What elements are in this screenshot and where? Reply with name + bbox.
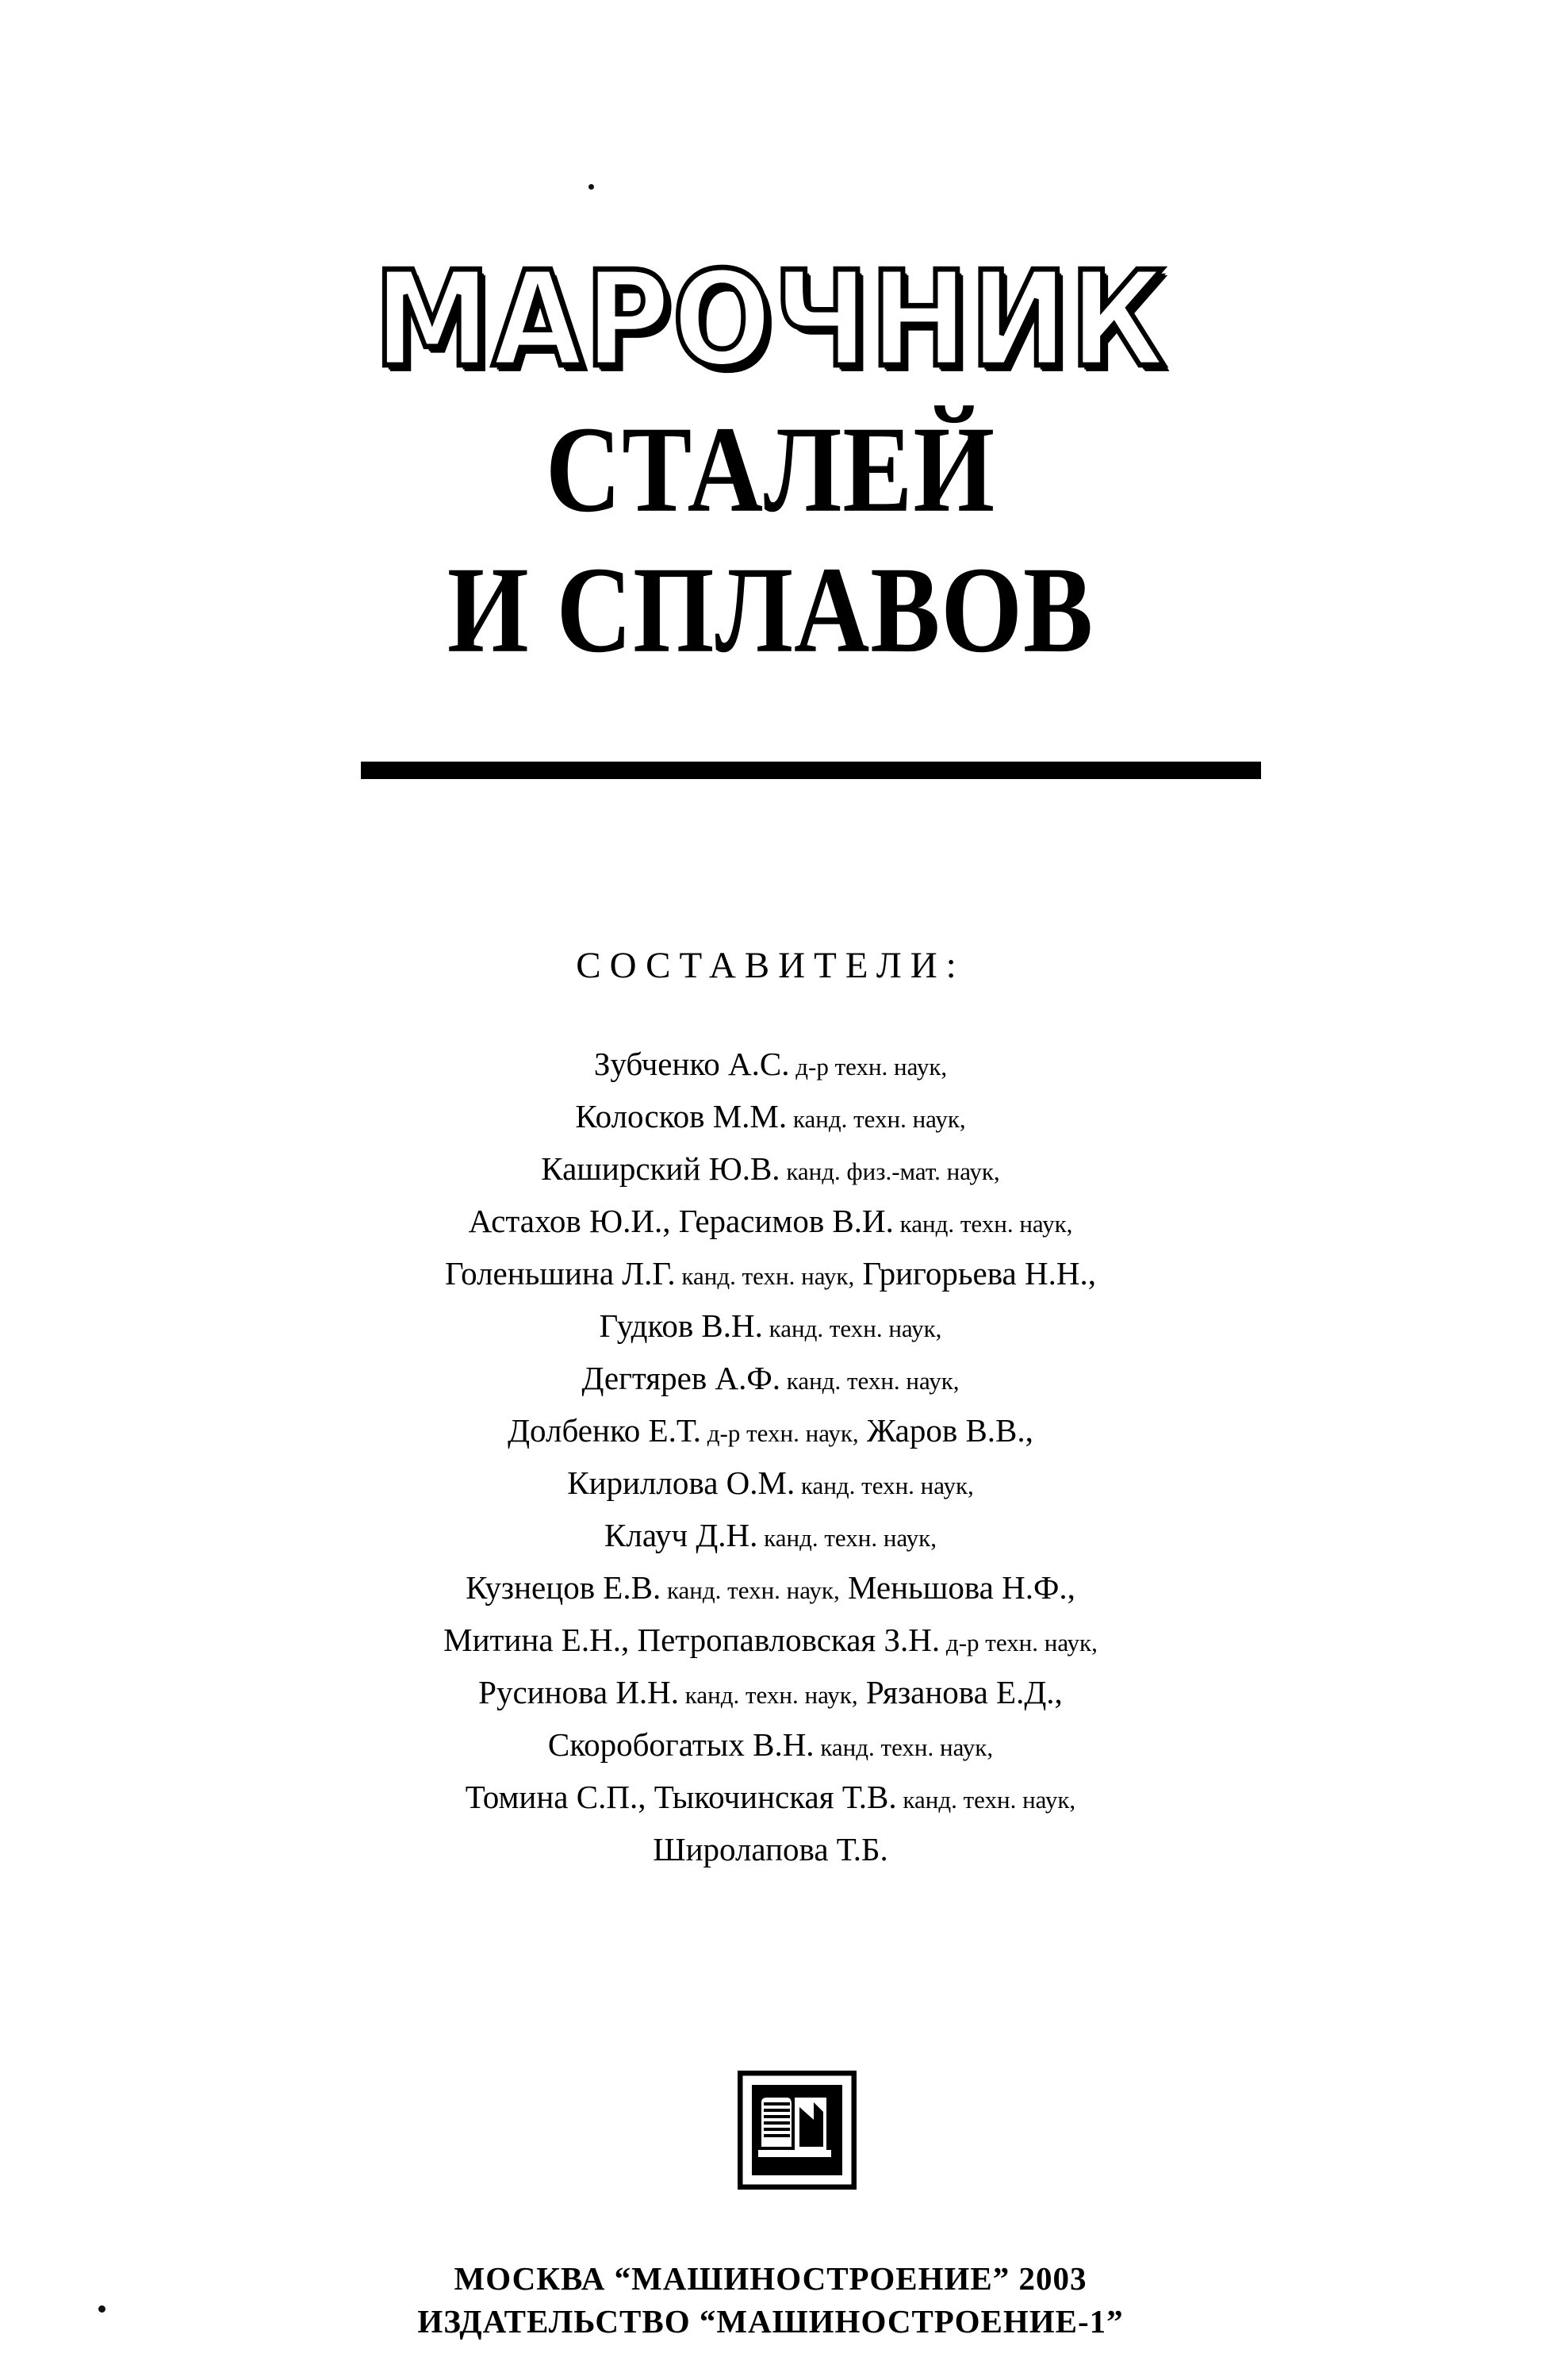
compiler-name-extra: Меньшова Н.Ф., — [839, 1569, 1075, 1606]
title-line-1: МАРОЧНИК — [374, 243, 1167, 397]
compiler-line — [0, 1406, 1541, 1458]
compiler-degree: д-р техн. наук, — [940, 1629, 1098, 1656]
compiler-name: Кузнецов Е.В. — [466, 1569, 661, 1606]
compiler-line — [0, 1249, 1541, 1301]
footer-line-city-year: МОСКВА “МАШИНОСТРОЕНИЕ” 2003 — [454, 2260, 1087, 2297]
compiler-name: Астахов Ю.И., Герасимов В.И. — [468, 1203, 894, 1239]
compiler-name: Кириллова О.М. — [567, 1464, 795, 1501]
compiler-name: Гудков В.Н. — [599, 1307, 763, 1344]
compiler-name-extra: Жаров В.В., — [858, 1412, 1033, 1449]
compiler-degree: канд. техн. наук, — [757, 1524, 937, 1552]
compiler-name: Русинова И.Н. — [478, 1674, 680, 1710]
compiler-degree: канд. техн. наук, — [679, 1681, 858, 1709]
compiler-line — [0, 1511, 1541, 1563]
compiler-degree: канд. техн. наук, — [780, 1367, 960, 1395]
compiler-name: Дегтярев А.Ф. — [581, 1360, 780, 1396]
compiler-degree: канд. техн. наук, — [787, 1105, 966, 1133]
compiler-degree: канд. техн. наук, — [661, 1576, 840, 1604]
compiler-name-extra: Григорьева Н.Н., — [854, 1255, 1096, 1292]
compiler-line — [0, 1668, 1541, 1720]
publisher-footer — [0, 2257, 1541, 2343]
compiler-degree: канд. техн. наук, — [893, 1210, 1073, 1238]
title-line-2: СТАЛЕЙ — [545, 400, 996, 538]
title-line-3: И СПЛАВОВ — [447, 540, 1094, 678]
compiler-degree: канд. физ.-мат. наук, — [780, 1157, 1000, 1185]
compiler-degree: д-р техн. наук, — [701, 1419, 859, 1447]
compiler-name: Колосков М.М. — [575, 1098, 788, 1134]
compiler-line — [0, 1301, 1541, 1353]
compiler-degree: канд. техн. наук, — [795, 1472, 974, 1499]
compiler-degree: канд. техн. наук, — [762, 1315, 942, 1342]
compiler-name: Широлапова Т.Б. — [653, 1831, 888, 1868]
compiler-name: Долбенко Е.Т. — [508, 1412, 702, 1449]
compiler-name: Митина Е.Н., Петропавловская З.Н. — [443, 1622, 941, 1658]
compiler-degree: канд. техн. наук, — [675, 1262, 855, 1290]
compiler-line — [0, 1039, 1541, 1092]
publisher-emblem-icon — [738, 2071, 857, 2190]
page-title — [0, 243, 1541, 678]
compiler-degree: д-р техн. наук, — [789, 1053, 948, 1081]
compiler-line — [0, 1615, 1541, 1668]
compiler-name: Клауч Д.Н. — [604, 1517, 758, 1553]
compiler-line — [0, 1720, 1541, 1772]
compiler-name-extra: Рязанова Е.Д., — [857, 1674, 1063, 1710]
scan-speck-top — [588, 184, 594, 190]
compiler-name: Зубченко А.С. — [593, 1046, 790, 1082]
compiler-line — [0, 1144, 1541, 1196]
compiler-line — [0, 1772, 1541, 1825]
title-divider-rule — [361, 762, 1261, 779]
compiler-line — [0, 1458, 1541, 1511]
compiler-name: Томина С.П., Тыкочинская Т.В. — [465, 1779, 897, 1815]
compiler-name: Каширский Ю.В. — [541, 1150, 780, 1187]
compilers-heading: СОСТАВИТЕЛИ: — [576, 945, 965, 986]
compiler-line — [0, 1563, 1541, 1615]
footer-line-publisher: ИЗДАТЕЛЬСТВО “МАШИНОСТРОЕНИЕ-1” — [417, 2303, 1124, 2340]
compiler-name: Скоробогатых В.Н. — [547, 1726, 815, 1763]
compiler-degree: канд. техн. наук, — [814, 1733, 994, 1761]
compiler-line — [0, 1196, 1541, 1249]
compiler-line — [0, 1825, 1541, 1874]
compiler-name: Голеньшина Л.Г. — [445, 1255, 676, 1292]
compiler-degree: канд. техн. наук, — [896, 1786, 1076, 1814]
compiler-line — [0, 1353, 1541, 1406]
compiler-line — [0, 1092, 1541, 1144]
compilers-list — [0, 1039, 1541, 1874]
